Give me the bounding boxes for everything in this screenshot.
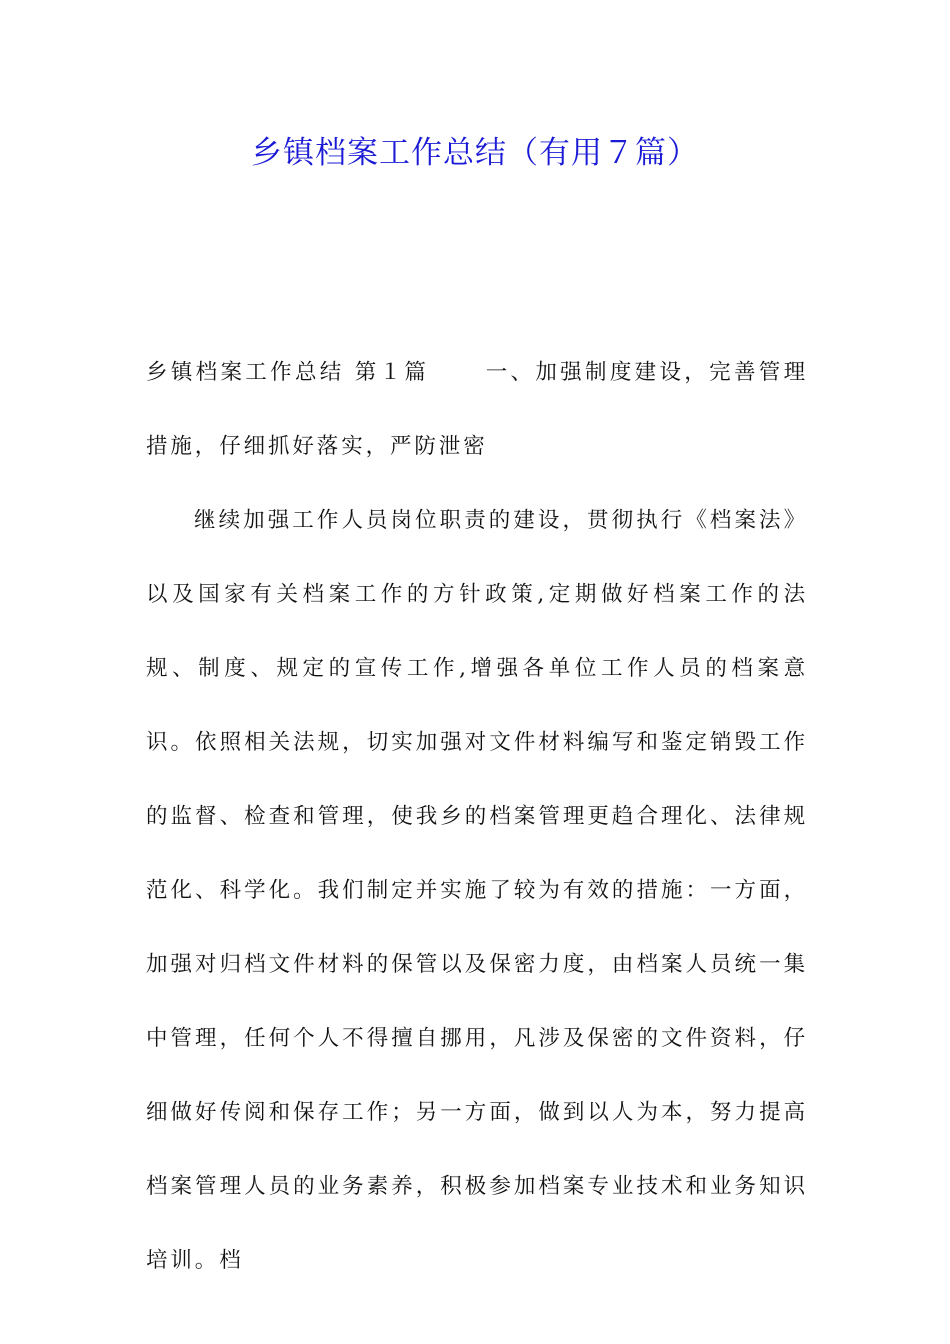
document-title: 乡镇档案工作总结（有用７篇） bbox=[251, 135, 699, 171]
section-intro-paragraph bbox=[146, 336, 808, 484]
body-paragraph: 继续加强工作人员岗位职责的建设，贯彻执行《档案法》以及国家有关档案工作的方针政策,定期做好档案工作的法规、制度、规定的宣传工作,增强各单位工作人员的档案意识。依照相关法规，切实加强对文件材料编写和鉴定销毁工作的监督、检查和管理，使我乡的档案管理更趋合理化、法律规范化、科学化。我们制定并实施了较为有效的措施：一方面，加强对归档文件材料的保管以及保密力度，由档案人员统一集中管理，任何个人不得擅自挪用，凡涉及保密的文件资料，仔细做好传阅和保存工作；另一方面，做到以人为本，努力提高档案管理人员的业务素养，积极参加档案专业技术和业务知识培训。档 bbox=[146, 508, 808, 1273]
document-body bbox=[146, 336, 808, 1298]
section-first-line: 一、加强制度建设，完善管理措施，仔细抓好落实，严防泄密 bbox=[146, 360, 809, 459]
section-heading: 乡镇档案工作总结 第１篇 bbox=[146, 360, 430, 385]
